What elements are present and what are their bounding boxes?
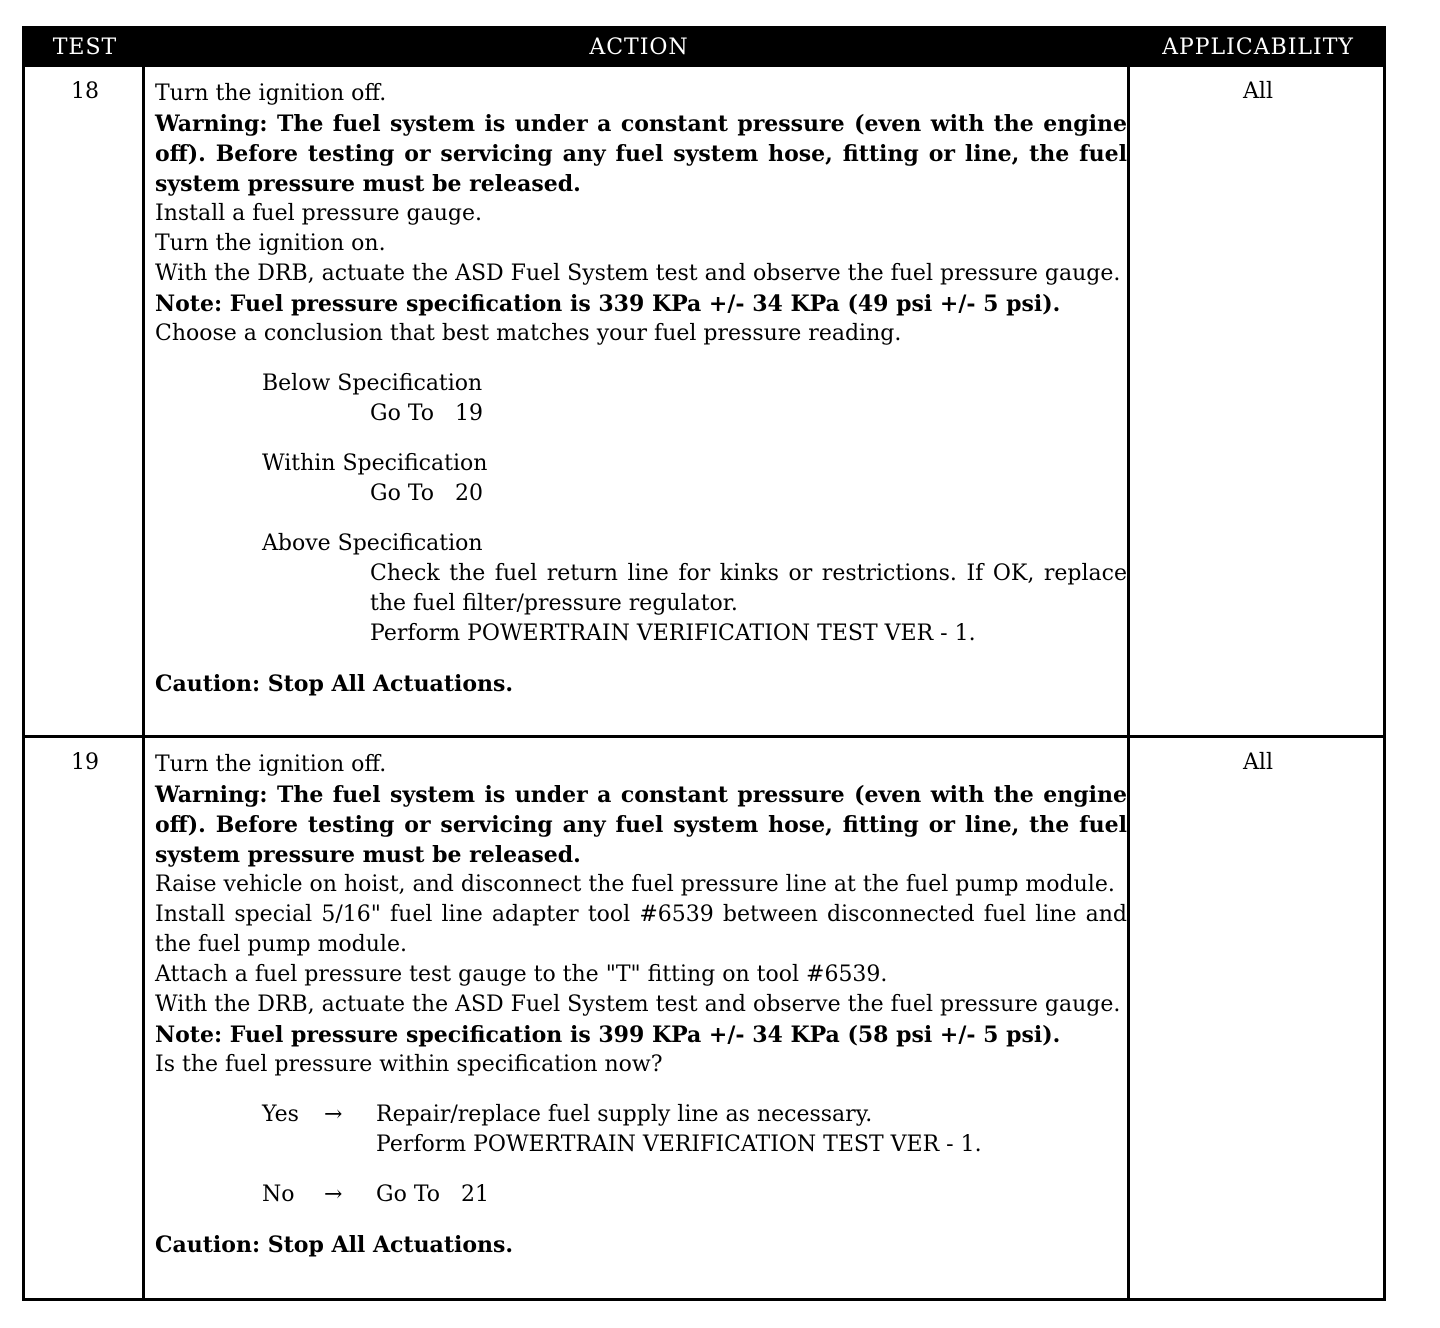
answer-result: Go To 21 — [376, 1182, 489, 1207]
instruction: Turn the ignition on. — [155, 231, 386, 256]
column-divider — [1127, 67, 1130, 738]
table-row — [25, 67, 1383, 738]
column-divider — [142, 738, 145, 1298]
note: Note: Fuel pressure specification is 399 KPa +/- 34 KPa (58 psi +/- 5 psi). — [155, 1022, 1061, 1048]
instruction: Choose a conclusion that best matches your fuel pressure reading. — [155, 321, 902, 346]
diagnostic-table — [22, 26, 1386, 1301]
answer-result: Repair/replace fuel supply line as necessary. — [376, 1102, 873, 1127]
conclusion-result: Go To 20 — [370, 481, 483, 506]
applicability: All — [1243, 79, 1273, 104]
answer-no — [155, 1180, 1127, 1210]
instruction: Is the fuel pressure within specification now? — [155, 1052, 663, 1077]
conclusion-result: Go To 19 — [370, 401, 483, 426]
conclusion-result: Perform POWERTRAIN VERIFICATION TEST VER - 1. — [370, 621, 976, 646]
instruction: Raise vehicle on hoist, and disconnect the fuel pressure line at the fuel pump module. — [155, 872, 1115, 897]
test-number: 19 — [71, 750, 99, 775]
column-divider — [1127, 738, 1130, 1298]
header-test: TEST — [52, 35, 118, 60]
test-number: 18 — [71, 79, 99, 104]
arrow-icon: → — [324, 1182, 343, 1207]
instruction: Turn the ignition off. — [155, 752, 387, 777]
action-cell — [155, 79, 1127, 699]
caution: Caution: Stop All Actuations. — [155, 671, 514, 697]
instruction: Attach a fuel pressure test gauge to the "T" fitting on tool #6539. — [155, 962, 888, 987]
table-row — [25, 738, 1383, 1298]
header-applicability: APPLICABILITY — [1162, 35, 1354, 60]
instruction: With the DRB, actuate the ASD Fuel System test and observe the fuel pressure gauge. — [155, 992, 1121, 1017]
arrow-icon: → — [324, 1102, 343, 1127]
instruction: With the DRB, actuate the ASD Fuel System test and observe the fuel pressure gauge. — [155, 261, 1121, 286]
table-header — [25, 29, 1383, 67]
warning: Warning: The fuel system is under a constant pressure (even with the engine off). Before testing or servicing any fuel system hose, fitting or line, the fuel system pressure must be released. — [155, 111, 1127, 197]
column-divider — [142, 67, 145, 738]
conclusion-result: Check the fuel return line for kinks or restrictions. If OK, replace the fuel filter/pressure regulator. — [370, 561, 1127, 616]
conclusion-label: Below Specification — [262, 371, 483, 396]
header-action: ACTION — [589, 35, 689, 60]
note: Note: Fuel pressure specification is 339 KPa +/- 34 KPa (49 psi +/- 5 psi). — [155, 291, 1061, 317]
caution: Caution: Stop All Actuations. — [155, 1232, 514, 1258]
conclusion-label: Within Specification — [262, 451, 488, 476]
instruction: Install special 5/16" fuel line adapter tool #6539 between disconnected fuel line and the fuel pump module. — [155, 902, 1127, 957]
answer-label: Yes — [262, 1102, 299, 1127]
answer-result: Perform POWERTRAIN VERIFICATION TEST VER - 1. — [376, 1132, 982, 1157]
answer-label: No — [262, 1182, 295, 1207]
action-cell — [155, 750, 1127, 1260]
warning: Warning: The fuel system is under a constant pressure (even with the engine off). Before testing or servicing any fuel system hose, fitting or line, the fuel system pressure must be released. — [155, 782, 1127, 868]
instruction: Turn the ignition off. — [155, 81, 387, 106]
conclusion-label: Above Specification — [262, 531, 483, 556]
applicability: All — [1243, 750, 1273, 775]
instruction: Install a fuel pressure gauge. — [155, 201, 483, 226]
answer-yes — [155, 1100, 1127, 1160]
